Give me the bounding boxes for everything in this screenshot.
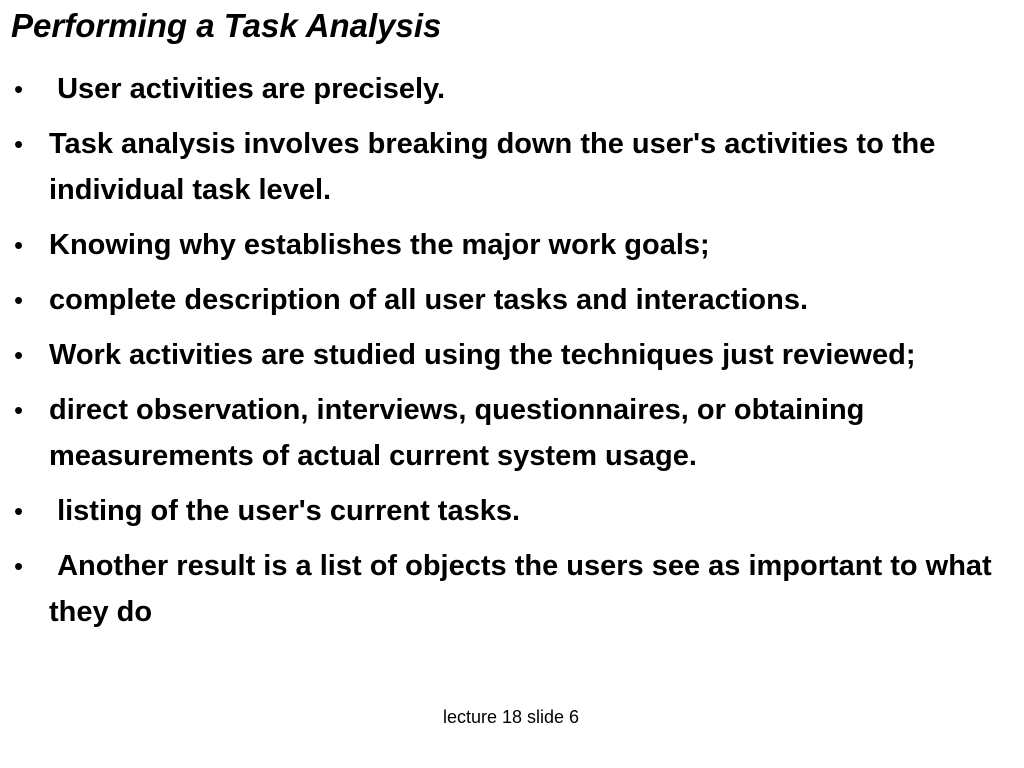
bullet-item (10, 66, 1018, 112)
slide-title: Performing a Task Analysis (11, 7, 442, 44)
slide-number-label: lecture 18 slide 6 (442, 707, 580, 727)
bullet-item (10, 332, 1018, 378)
bullet-marker: • (14, 285, 24, 315)
bullet-text: Work activities are studied using the techniques just reviewed; (49, 339, 916, 371)
bullet-marker: • (14, 129, 24, 159)
bullet-marker: • (14, 551, 24, 581)
bullet-text: direct observation, interviews, questionnaires, or obtaining measurements of actual current system usage. (49, 394, 873, 472)
bullet-text: Another result is a list of objects the users see as important to what they do (49, 550, 1000, 628)
bullet-text: Knowing why establishes the major work goals; (49, 229, 710, 261)
bullet-item (10, 277, 1018, 323)
bullet-marker: • (14, 230, 24, 260)
bullet-marker: • (14, 340, 24, 370)
bullet-text: User activities are precisely. (49, 73, 446, 105)
bullet-item (10, 387, 1018, 479)
bullet-item (10, 222, 1018, 268)
slide-footer (0, 705, 1024, 729)
bullet-text: Task analysis involves breaking down the user's activities to the individual task level. (49, 128, 944, 206)
bullet-item (10, 543, 1018, 635)
bullet-item (10, 488, 1018, 534)
bullet-marker: • (14, 496, 24, 526)
bullet-item (10, 121, 1018, 213)
bullet-marker: • (14, 395, 24, 425)
bullet-list (10, 66, 1018, 644)
bullet-text: listing of the user's current tasks. (49, 495, 521, 527)
bullet-marker: • (14, 74, 24, 104)
bullet-text: complete description of all user tasks and interactions. (49, 284, 809, 316)
